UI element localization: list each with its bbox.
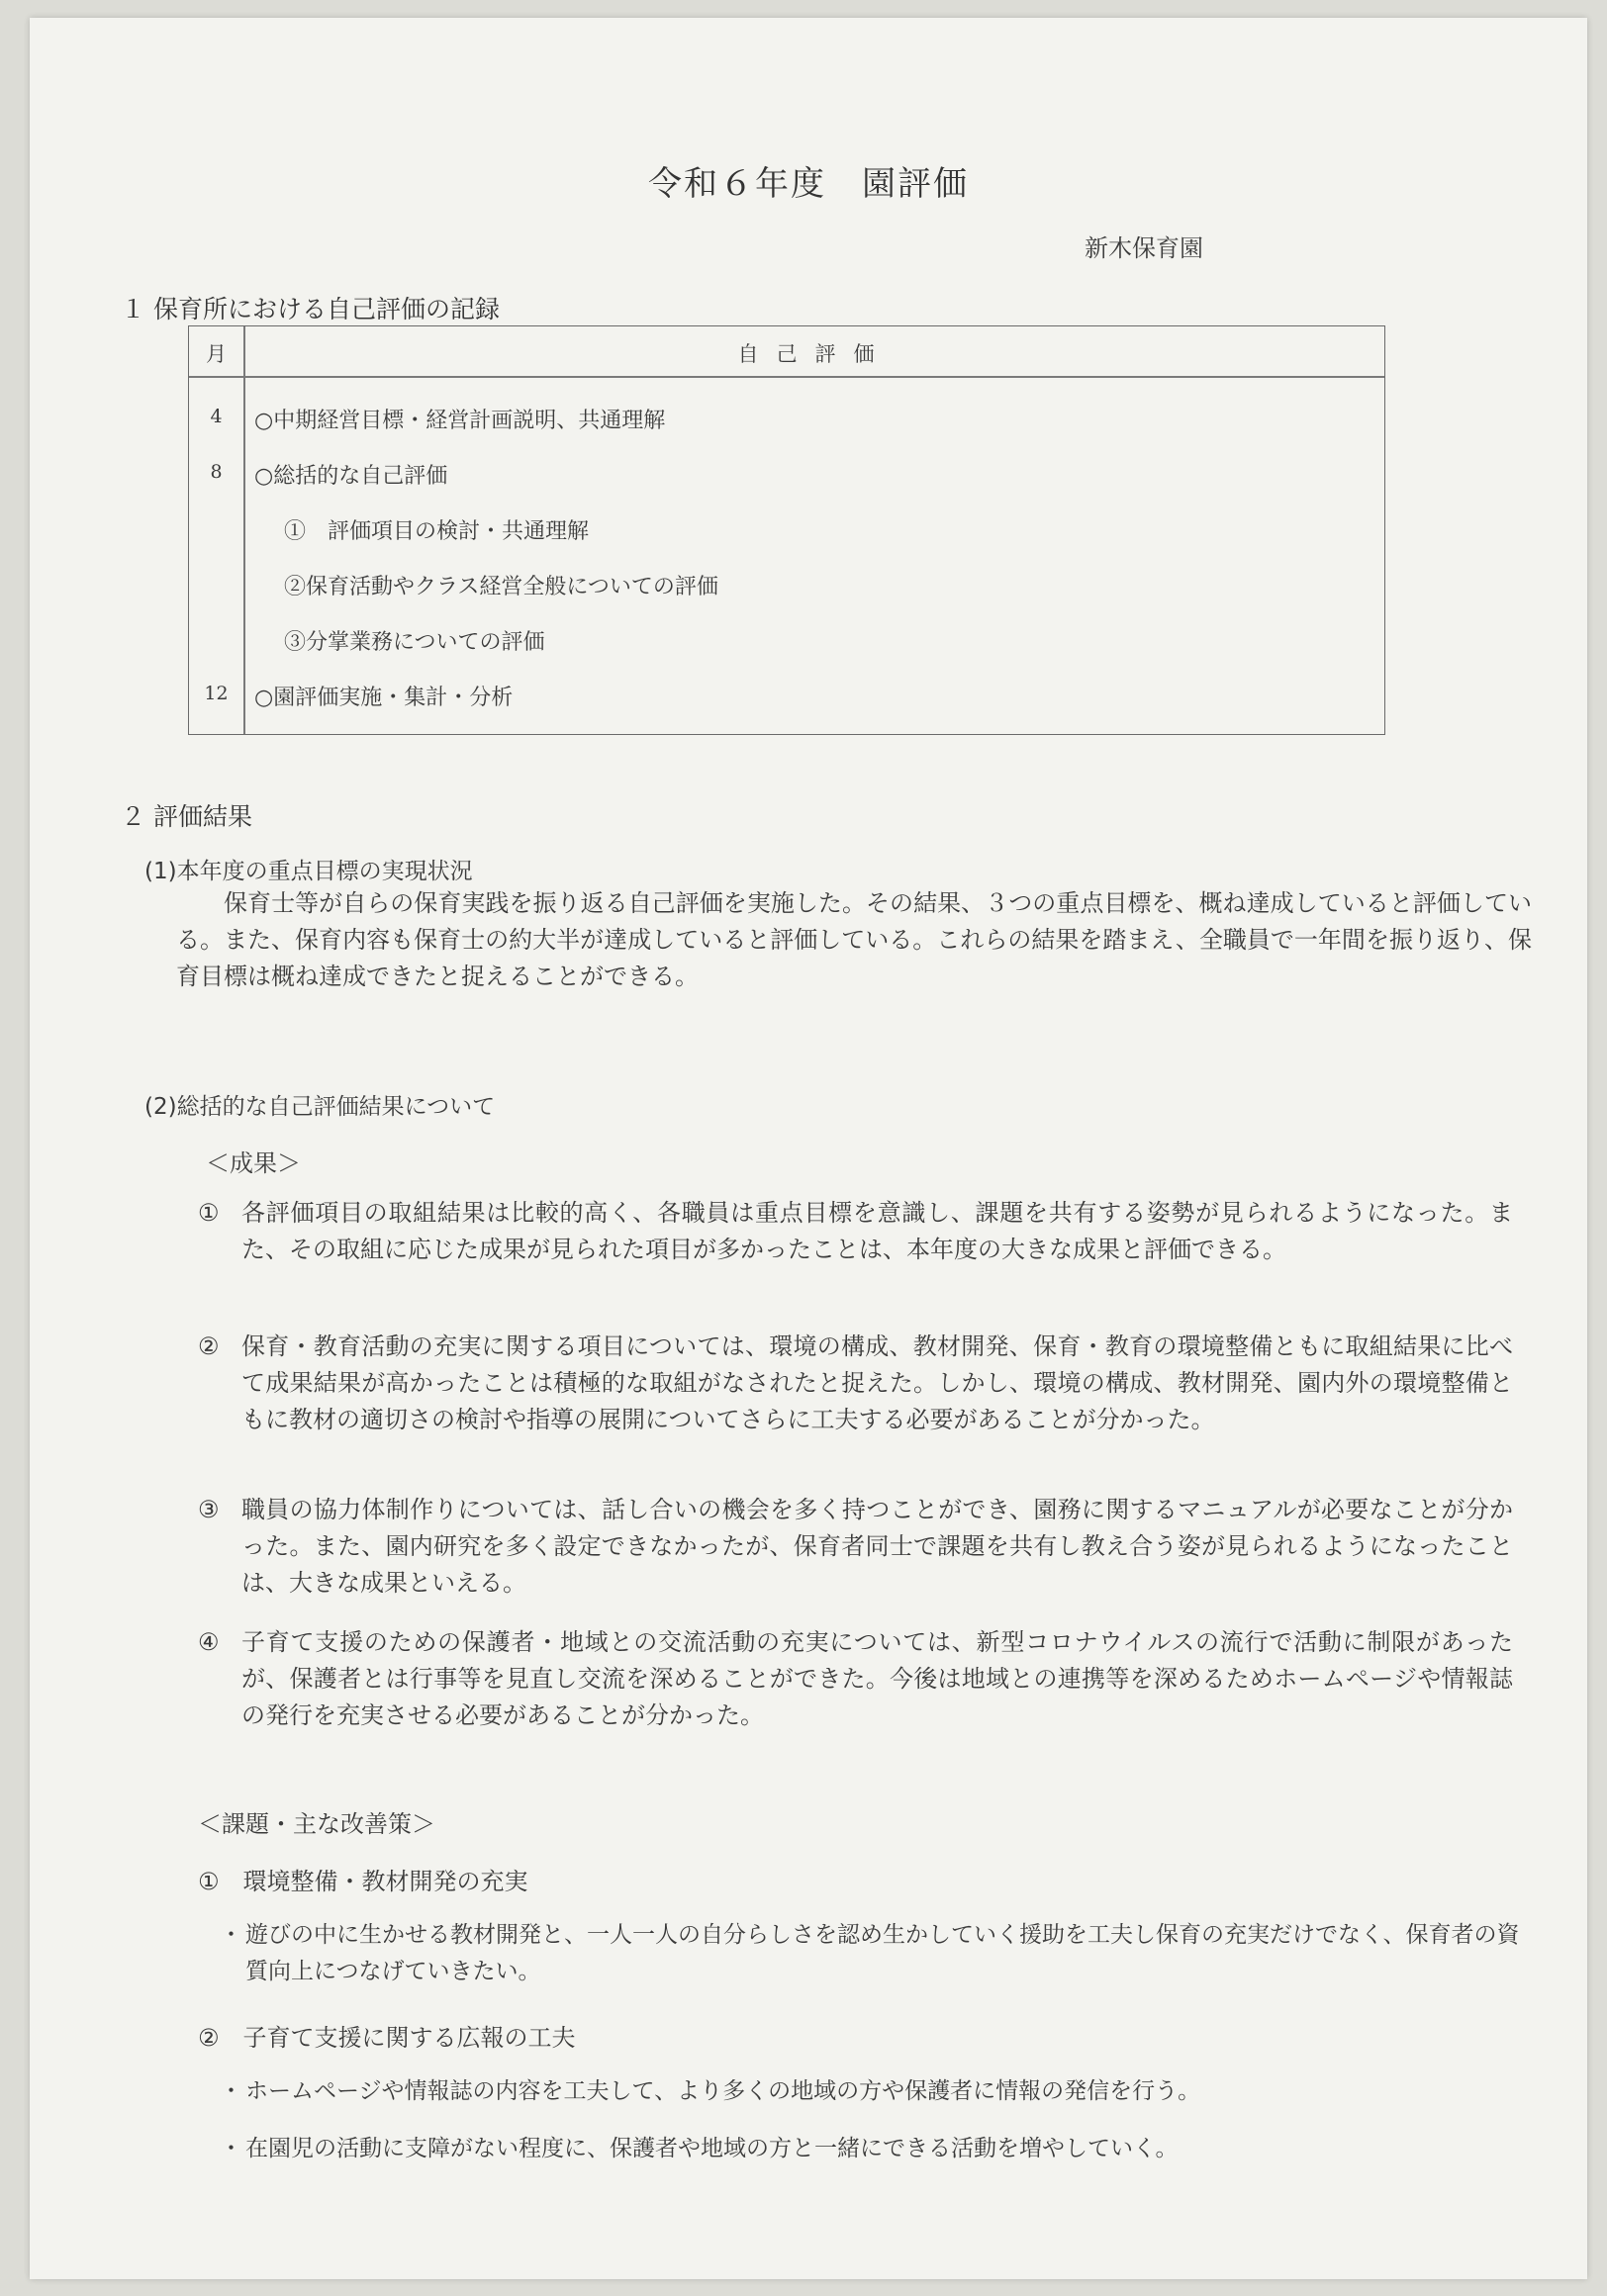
issues-heading: ＜課題・主な改善策＞ [198,1810,435,1838]
results-heading: ＜成果＞ [206,1149,301,1177]
result-text: 子育て支援のための保護者・地域との交流活動の充実については、新型コロナウイルスの流行で活動に制限があったが、保護者とは行事等を見直し交流を深めることができた。今後は地域との連携等を深めるためホームページや情報誌の発行を充実させる必要があることが分かった。 [241,1628,1513,1729]
sub1-heading: (1)本年度の重点目標の実現状況 [144,859,473,884]
result-number: ③ [198,1496,220,1523]
result-number: ④ [198,1628,220,1656]
table-row-text: ① 評価項目の検討・共通理解 [284,519,590,544]
section1-heading: １ 保育所における自己評価の記録 [121,295,500,323]
table-row-text: ○総括的な自己評価 [254,464,448,489]
table-header-evaluation: 自己評価 [737,342,893,366]
issue-title: ② 子育て支援に関する広報の工夫 [198,2024,576,2052]
result-text: 各評価項目の取組結果は比較的高く、各職員は重点目標を意識し、課題を共有する姿勢が見られるようになった。また、その取組に応じた成果が見られた項目が多かったことは、本年度の大きな成果と評価できる。 [241,1199,1513,1263]
issue-title: ① 環境整備・教材開発の充実 [198,1868,528,1895]
sub2-heading: (2)総括的な自己評価結果について [144,1094,496,1120]
table-header-divider [189,376,1384,378]
bullet-dot-icon: ・ [220,1922,242,1948]
result-text: 職員の協力体制作りについては、話し合いの機会を多く持つことができ、園務に関するマニュアルが必要なことが分かった。また、園内研究を多く設定できなかったが、保育者同士で課題を共有し教え合う姿が見られるようになったことは、大きな成果といえる。 [241,1496,1513,1597]
table-row-month: 4 [210,406,223,427]
organization-name: 新木保育園 [1085,234,1203,262]
issue-bullet-text: ホームページや情報誌の内容を工夫して、より多くの地域の方や保護者に情報の発信を行う。 [245,2078,1201,2104]
document-title: 令和６年度 園評価 [648,164,969,204]
issue-bullet [220,2131,1536,2170]
table-header-month: 月 [206,342,227,366]
table-row-text: ③分掌業務についての評価 [284,630,545,655]
result-item [198,1492,1514,1610]
sub1-body: 保育士等が自らの保育実践を振り返る自己評価を実施した。その結果、３つの重点目標を、概ね達成していると評価している。また、保育内容も保育士の約大半が達成していると評価している。これらの結果を踏まえ、全職員で一年間を振り返り、保育目標は概ね達成できたと捉えることができる。 [176,889,1532,990]
result-text: 保育・教育活動の充実に関する項目については、環境の構成、教材開発、保育・教育の環境整備ともに取組結果に比べて成果結果が高かったことは積極的な取組がなされたと捉えた。しかし、環境の構成、教材開発、園内外の環境整備ともに教材の適切さの検討や指導の展開についてさらに工夫する必要があることが分かった。 [241,1332,1513,1433]
document-page [30,18,1587,2279]
issue-bullet [220,1917,1536,1996]
issue-bullet [220,2073,1536,2113]
self-evaluation-table [188,325,1385,735]
result-number: ① [198,1199,220,1227]
table-row-text: ○園評価実施・集計・分析 [254,686,514,710]
bullet-dot-icon: ・ [220,2078,242,2104]
table-row-month: 12 [204,683,229,704]
section2-heading: ２ 評価結果 [121,802,252,831]
result-item [198,1624,1514,1743]
result-number: ② [198,1332,220,1360]
issue-bullet-text: 遊びの中に生かせる教材開発と、一人一人の自分らしさを認め生かしていく援助を工夫し保育の充実だけでなく、保育者の資質向上につなげていきたい。 [245,1922,1520,1984]
table-row-month: 8 [210,461,223,483]
table-row-text: ○中期経営目標・経営計画説明、共通理解 [254,409,666,433]
table-row-text: ②保育活動やクラス経営全般についての評価 [284,575,718,599]
issue-bullet-text: 在園児の活動に支障がない程度に、保護者や地域の方と一緒にできる活動を増やしていく。 [245,2136,1179,2161]
bullet-dot-icon: ・ [220,2136,242,2161]
result-item [198,1195,1514,1314]
table-column-divider [243,326,245,734]
result-item [198,1329,1514,1477]
